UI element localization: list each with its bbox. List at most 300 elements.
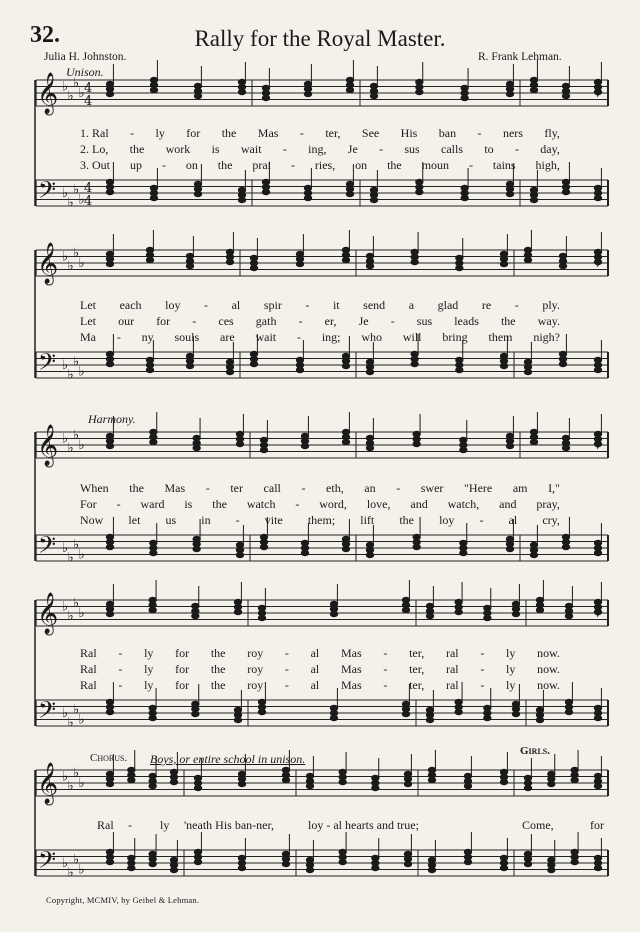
lyric-syllable: Ral [80,662,97,676]
bass-clef-icon: 𝄢 [38,846,57,879]
bass-note [339,859,346,864]
bass-note [411,361,418,366]
treble-note [500,779,507,784]
bass-note [262,189,269,194]
lyric-syllable: - [290,158,295,172]
bass-note [234,717,241,722]
flat-icon: ♭ [67,259,74,274]
lyric-syllable: - [468,158,473,172]
bass-note [238,197,245,202]
lyric-syllable: glad [437,298,459,312]
chorus-lyric-3: ly [160,818,170,832]
treble-note [456,265,463,270]
treble-note [370,93,377,98]
flat-icon: ♭ [67,89,74,104]
lyric-syllable: ply. [542,298,560,312]
lyric-syllable: and [410,497,428,511]
treble-note [306,783,313,788]
bass-note [455,709,462,714]
treble-note [150,87,157,92]
treble-note [149,783,156,788]
treble-note [571,777,578,782]
bass-note [571,859,578,864]
lyric-syllable: the [221,126,237,140]
lyric-syllable: us [165,513,177,527]
treble-note [296,261,303,266]
time-signature-icon: 4 [84,94,93,109]
flat-icon: ♭ [73,354,80,370]
rest-icon: 𝄽 [596,187,600,201]
lyric-syllable: al [310,646,320,660]
lyric-syllable: ral [445,646,459,660]
bass-note [370,197,377,202]
treble-note [194,93,201,98]
treble-note [194,785,201,790]
lyric-syllable: high, [535,158,560,172]
lyric-syllable: the [399,513,414,527]
lyric-syllable: When [80,481,109,495]
lyric-syllable: the [217,158,233,172]
lyric-syllable: al [231,298,241,312]
lyric-syllable: cry, [542,513,560,527]
treble-note [106,91,113,96]
treble-note [562,445,569,450]
lyric-syllable: For [80,497,97,511]
lyric-syllable: Ral [80,678,97,692]
lyric-syllable: - [383,678,388,692]
treble-note [530,439,537,444]
lyric-syllable: pray, [536,497,560,511]
bass-note [426,717,433,722]
treble-note [372,785,379,790]
rest-icon: 𝄽 [596,607,600,621]
bass-note [149,715,156,720]
lyric-syllable: ter, [409,646,425,660]
treble-note [260,447,267,452]
lyric-syllable: gath [255,314,277,328]
bass-note [236,552,243,557]
bass-note [186,363,193,368]
treble-note [149,607,156,612]
lyric-syllable: way. [537,314,560,328]
lyric-syllable: - [379,142,384,156]
lyric-syllable: for [175,662,190,676]
treble-note [404,781,411,786]
lyric-syllable: calls [441,142,464,156]
harmony-direction: Harmony. [88,412,136,426]
flat-icon: ♭ [78,862,85,878]
treble-note [506,443,513,448]
lyric-syllable: the [210,662,226,676]
lyric-syllable: ly [506,662,516,676]
bass-note [500,363,507,368]
flat-icon: ♭ [73,702,80,718]
bass-note [304,195,311,200]
flat-icon: ♭ [73,537,80,553]
lyric-syllable: - [192,314,197,328]
bass-note [170,867,177,872]
lyric-syllable: ly [506,646,516,660]
bass-clef-icon: 𝄢 [38,696,57,729]
lyric-syllable: - [301,481,306,495]
lyric-syllable: - [235,513,240,527]
lyric-syllable: in [201,513,211,527]
lyric-syllable: word, [319,497,347,511]
treble-note [193,445,200,450]
lyric-syllable: ter, [409,662,425,676]
girls-direction: Girls. [520,745,550,757]
treble-note [484,615,491,620]
lyric-syllable: - [390,314,395,328]
bass-clef-icon: 𝄢 [38,176,57,209]
lyric-syllable: watch, [447,497,480,511]
bass-note [530,197,537,202]
lyric-syllable: the [500,314,516,328]
bass-note [128,865,135,870]
flat-icon: ♭ [67,779,74,794]
treble-note [106,781,113,786]
lyric-syllable: Now [80,513,104,527]
bass-note [106,544,113,549]
treble-note [146,257,153,262]
flat-icon: ♭ [67,715,74,731]
lyric-syllable: Let [80,314,96,328]
time-signature-icon: 4 [84,181,93,196]
lyric-syllable: al [508,513,518,527]
lyric-syllable: - [514,142,519,156]
treble-clef-icon: 𝄞 [37,243,59,284]
lyric-syllable: - [130,126,135,140]
chorus-lyric-6: Come, [522,818,554,832]
rest-icon: 𝄽 [596,857,600,871]
treble-note [106,443,113,448]
lyric-syllable: ries, [314,158,336,172]
lyric-syllable: - [480,662,485,676]
treble-note [366,445,373,450]
lyric-syllable: day, [540,142,560,156]
treble-note [106,261,113,266]
lyric-syllable: - [284,678,289,692]
bass-note [250,361,257,366]
lyric-syllable: ny [141,330,154,344]
flat-icon: ♭ [73,596,80,611]
lyric-syllable: love, [366,497,391,511]
flat-icon: ♭ [73,246,80,261]
treble-note [464,783,471,788]
flat-icon: ♭ [67,865,74,881]
lyric-syllable: Je [358,314,369,328]
flat-icon: ♭ [67,195,74,211]
lyric-syllable: - [204,298,209,312]
bass-note [512,711,519,716]
lyric-syllable: it [332,298,340,312]
chorus-lyric-5: loy - al hearts and true; [308,818,419,832]
lyricist-credit: Julia H. Johnston. [44,51,127,63]
lyric-syllable: ban [438,126,457,140]
treble-note [461,95,468,100]
rest-icon: 𝄽 [596,542,600,556]
bass-note [106,859,113,864]
bass-note [366,369,373,374]
treble-note [262,95,269,100]
lyric-syllable: the [212,497,227,511]
lyric-syllable: Mas [164,481,186,495]
treble-note [186,263,193,268]
time-signature-icon: 4 [84,194,93,209]
flat-icon: ♭ [73,766,80,781]
treble-note [455,609,462,614]
bass-note [416,189,423,194]
lyric-syllable: Let [80,298,96,312]
lyric-syllable: let [128,513,141,527]
bass-note [500,865,507,870]
lyric-syllable: ly [144,678,154,692]
lyric-syllable: 2. Lo, [80,142,109,156]
bass-note [194,859,201,864]
lyric-syllable: - [298,314,303,328]
bass-note [404,861,411,866]
treble-note [342,439,349,444]
chorus-lyric-1: Ral [97,818,114,832]
lyric-syllable: - [116,330,121,344]
treble-note [559,263,566,268]
lyric-syllable: Mas [340,662,362,676]
lyric-syllable: Ral [80,646,97,660]
bass-note [238,865,245,870]
lyric-syllable: ly [144,646,154,660]
lyric-syllable: am [512,481,528,495]
chorus-label: Chorus. [90,752,128,764]
treble-note [565,613,572,618]
bass-note [306,867,313,872]
treble-clef-icon: 𝄞 [37,425,59,466]
bass-note [506,191,513,196]
treble-note [330,611,337,616]
lyric-syllable: up [129,158,142,172]
lyric-syllable: our [118,314,135,328]
flat-icon: ♭ [73,428,80,443]
treble-note [524,785,531,790]
bass-note [524,861,531,866]
flat-icon: ♭ [62,769,69,785]
composer-credit: R. Frank Lehman. [478,51,562,63]
chorus-lyric-7: for [590,818,604,832]
bass-note [194,191,201,196]
lyric-syllable: sus [404,142,420,156]
bass-note [192,711,199,716]
treble-note [128,777,135,782]
flat-icon: ♭ [78,364,85,380]
flat-icon: ♭ [62,431,69,447]
flat-icon: ♭ [78,605,85,621]
lyric-syllable: - [284,662,289,676]
lyric-syllable: the [210,646,226,660]
lyric-syllable: er, [324,314,337,328]
treble-note [250,265,257,270]
hymn-number: 32. [30,22,60,48]
treble-note [282,777,289,782]
bass-note [149,861,156,866]
bass-note [106,709,113,714]
lyric-syllable: send [363,298,386,312]
flat-icon: ♭ [62,185,69,201]
lyric-syllable: ral [445,678,459,692]
bass-note [193,546,200,551]
lyric-syllable: I," [548,481,560,495]
lyric-syllable: are [220,330,235,344]
treble-note [342,257,349,262]
lyric-syllable: swer [420,481,444,495]
lyric-syllable: - [161,158,166,172]
time-signature-icon: 4 [84,81,93,96]
flat-icon: ♭ [62,357,69,373]
rest-icon: 𝄽 [596,777,600,791]
lyric-syllable: nigh? [533,330,560,344]
lyric-syllable: ral [445,662,459,676]
lyric-syllable: eth, [326,481,344,495]
treble-note [416,89,423,94]
copyright-footer: Copyright, MCMIV, by Geibel & Lehman. [46,895,200,905]
bass-note [461,195,468,200]
lyric-syllable: the [129,142,145,156]
treble-note [106,611,113,616]
lyric-syllable: al [310,662,320,676]
lyric-syllable: ly [144,662,154,676]
lyric-syllable: for [175,678,190,692]
lyric-syllable: ing; [321,330,341,344]
flat-icon: ♭ [78,547,85,563]
lyric-syllable: wait [255,330,277,344]
lyric-syllable: for [175,646,190,660]
lyric-syllable: "Here [464,481,493,495]
flat-icon: ♭ [67,367,74,383]
lyric-syllable: an [364,481,376,495]
bass-note [536,717,543,722]
chorus-direction: Boys, or entire school in unison. [150,752,306,766]
lyric-syllable: loy [165,298,181,312]
lyric-syllable: now. [537,646,560,660]
bass-note [530,552,537,557]
bass-note [342,546,349,551]
lyric-syllable: roy [247,678,264,692]
lyric-syllable: roy [247,662,264,676]
bass-note [342,363,349,368]
lyric-syllable: His [400,126,418,140]
lyric-syllable: - [514,298,519,312]
flat-icon: ♭ [62,855,69,871]
flat-icon: ♭ [62,249,69,265]
lyric-syllable: lift [360,513,375,527]
treble-note [524,257,531,262]
lyric-syllable: them; [307,513,336,527]
flat-icon: ♭ [67,441,74,456]
bass-note [106,361,113,366]
bass-note [428,867,435,872]
treble-note [170,779,177,784]
treble-note [402,607,409,612]
bass-note [106,189,113,194]
lyric-syllable: is [184,497,193,511]
lyric-syllable: - [480,678,485,692]
rest-icon: 𝄽 [596,359,600,373]
treble-note [426,613,433,618]
lyric-syllable: - [396,481,401,495]
bass-note [150,550,157,555]
lyric-syllable: loy [439,513,455,527]
lyric-syllable: Je [347,142,358,156]
lyric-syllable: each [119,298,142,312]
treble-note [339,779,346,784]
bass-note [366,552,373,557]
lyric-syllable: on [355,158,368,172]
treble-note [548,781,555,786]
treble-note [304,91,311,96]
flat-icon: ♭ [78,437,85,453]
lyric-syllable: re [481,298,492,312]
treble-note [238,89,245,94]
treble-note [238,781,245,786]
lyric-syllable: al [310,678,320,692]
lyric-syllable: for [156,314,171,328]
flat-icon: ♭ [62,540,69,556]
bass-note [559,361,566,366]
treble-note [366,263,373,268]
lyric-syllable: - [383,662,388,676]
lyric-syllable: - [118,662,123,676]
lyric-syllable: ward [140,497,165,511]
lyric-syllable: - [480,646,485,660]
lyric-syllable: to [484,142,494,156]
lyric-syllable: roy [247,646,264,660]
bass-note [548,867,555,872]
flat-icon: ♭ [73,76,80,91]
lyric-syllable: Mas [257,126,279,140]
treble-note [301,443,308,448]
lyric-syllable: moun [421,158,450,172]
lyric-syllable: fly, [544,126,560,140]
lyric-syllable: vite [264,513,283,527]
unison-direction: Unison. [66,65,104,79]
lyric-syllable: ter, [409,678,425,692]
bass-note [562,189,569,194]
lyric-syllable: tains [492,158,516,172]
bass-note [372,865,379,870]
flat-icon: ♭ [62,79,69,95]
lyric-syllable: - [116,497,121,511]
flat-icon: ♭ [78,85,85,101]
lyric-syllable: Mas [340,678,362,692]
lyric-syllable: Mas [340,646,362,660]
bass-note [226,369,233,374]
lyric-syllable: spir [263,298,282,312]
treble-note [562,93,569,98]
lyric-syllable: now. [537,678,560,692]
lyric-syllable: work [165,142,191,156]
lyric-syllable: and [499,497,517,511]
lyric-syllable: - [305,298,310,312]
chorus-lyric-4: 'neath His ban-ner, [184,818,274,832]
rest-icon: 𝄽 [596,87,600,101]
treble-note [460,447,467,452]
lyric-syllable: souls [174,330,200,344]
lyric-syllable: 3. Out [80,158,110,172]
treble-clef-icon: 𝄞 [37,763,59,804]
lyric-syllable: ners [502,126,523,140]
lyric-syllable: ly [506,678,516,692]
lyric-syllable: sus [416,314,433,328]
treble-note [413,441,420,446]
lyric-syllable: the [210,678,226,692]
